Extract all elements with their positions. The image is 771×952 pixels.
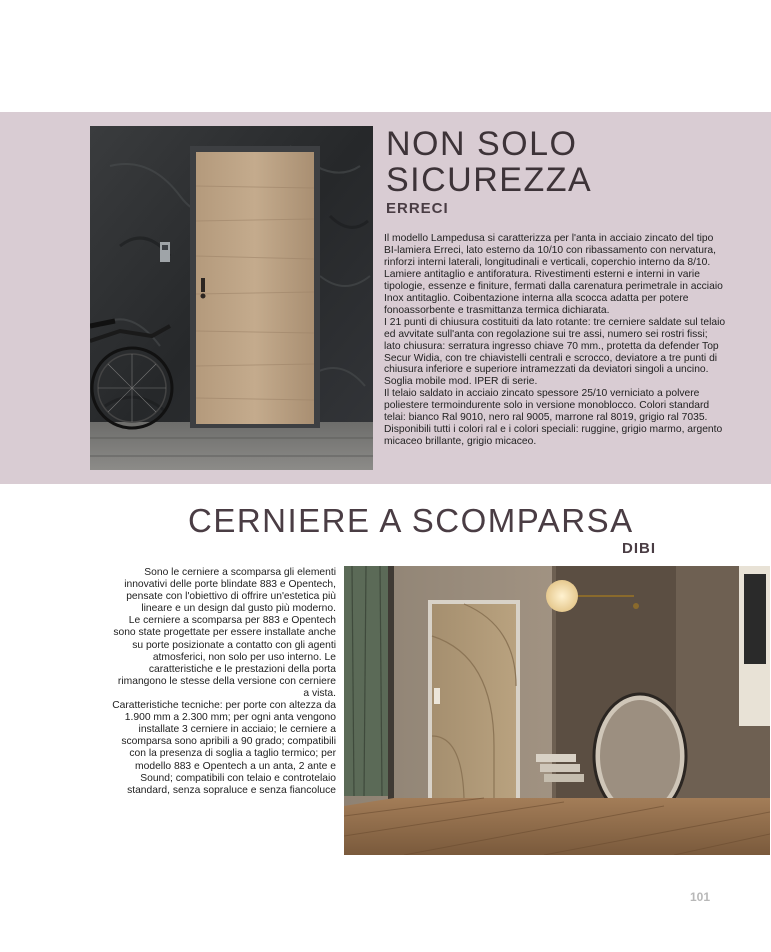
section2-title: CERNIERE A SCOMPARSA [188,502,634,539]
section2-body [110,567,336,797]
section1-title-line1: NON SOLO [386,125,578,163]
section1-title [386,126,756,198]
section2-brand: DIBI [622,540,656,557]
lampedusa-door-photo [90,126,373,470]
section1-brand: ERRECI [386,200,449,217]
section1-body [384,233,726,448]
section2-paragraph: Caratteristiche tecniche: per porte con altezza da 1.900 mm a 2.300 mm; per ogni anta vengono installate 3 cerniere in acciaio; le cerniere a scomparsa sono apribili a 90 grado; compatibili con la presenza di soglia a taglio termico; per modello 883 e Opentech a un anta, 2 ante e Sound; compatibili con telaio e controtelaio standard, senza sopraluce e senza fiancoluce [112,700,336,796]
section2-paragraph: Le cerniere a scomparsa per 883 e Opentech sono state progettate per essere installate anche su porte posizionate a contatto con gli agenti atmosferici, non solo per uso interno. Le caratteristiche e le prestazioni della porta rimangono le stesse della versione con cerniere a vista. [113,615,336,699]
section1-title-line2: SICUREZZA [386,161,593,199]
page-number: 101 [690,890,711,904]
section1-paragraph: I 21 punti di chiusura costituiti da lato rotante: tre cerniere saldate sul telaio ed avvitate sull'anta con regolazione sui tre assi, numero sei rostri fissi; lato chiusura: serratura ingresso chiave 70 mm., protetta da defender Top Secur Widia, con tre chiavistelli centrali e scrocco, deviatore a tre punti di chiusura inferiore e superiore intramezzati da deviatori singoli a uncino. Soglia mobile mod. IPER di serie. [384,316,726,388]
section2-paragraph: Sono le cerniere a scomparsa gli elementi innovativi delle porte blindate 883 e Opentech, pensate con l'obiettivo di offrire un'estetica più lineare e un design dal gusto più moderno. [124,567,336,615]
section1-paragraph: Il telaio saldato in acciaio zincato spessore 25/10 verniciato a polvere poliestere termoindurente solo in versione monoblocco. Colori standard telai: bianco Ral 9010, nero ral 9005, marrone ral 8019, grigio ral 7035. Disponibili tutti i colori ral e i colori speciali: ruggine, grigio marmo, argento micaceo brillante, grigio micaceo. [384,388,723,448]
hidden-hinges-door-photo [344,566,770,855]
section1-paragraph: Il modello Lampedusa si caratterizza per l'anta in acciaio zincato del tipo BI-lamiera Erreci, lato esterno da 10/10 con ribassamento con nervatura, rinforzi interni laterali, longitudinali e verticali, coperchio interno da 8/10. Lamiere antitaglio e antiforatura. Rivestimenti esterni e interni in varie tipologie, essenze e finiture, fermati dalla carenatura perimetrale in acciaio Inox antitaglio. Coibentazione interna alla scocca adatta per potere fonoassorbente e trasmittanza termica dichiarata. [384,233,723,316]
